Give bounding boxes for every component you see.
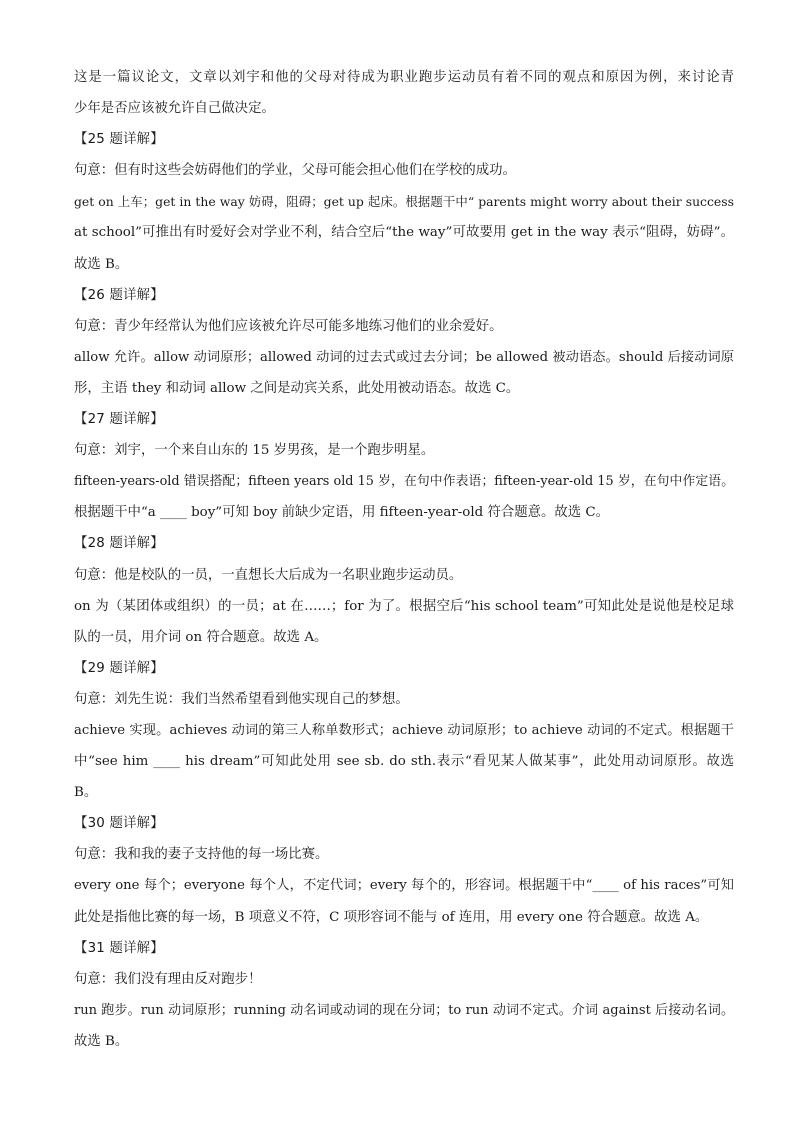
q30-heading: 【30 题详解】 bbox=[74, 816, 164, 832]
q27-sentence: 句意：刘宇，一个来自山东的 15 岁男孩，是一个跑步明星。 bbox=[74, 443, 435, 459]
q30-sentence: 句意：我和我的妻子支持他的每一场比赛。 bbox=[74, 847, 329, 863]
q25-sentence: 句意：但有时这些会妨碍他们的学业，父母可能会担心他们在学校的成功。 bbox=[74, 163, 516, 179]
q29-heading: 【29 题详解】 bbox=[74, 660, 164, 676]
q29-explanation-2: 中“see him ____ his dream”可知此处用 see sb. do sth.表示“看见某人做某事”，此处用动词原形。故选 bbox=[74, 754, 734, 770]
q29-answer: B。 bbox=[74, 785, 98, 801]
q28-explanation-1: on 为（某团体或组织）的一员；at 在……；for 为了。根据空后“his school team”可知此处是说他是校足球 bbox=[74, 598, 734, 614]
q25-explanation-2: at school”可推出有时爱好会对学业不利，结合空后“the way”可故要用 get in the way 表示“阻碍，妨碍”。 bbox=[74, 225, 734, 241]
q31-sentence: 句意：我们没有理由反对跑步！ bbox=[74, 971, 262, 987]
q27-heading: 【27 题详解】 bbox=[74, 412, 164, 428]
intro-line-1: 这是一篇议论文，文章以刘宇和他的父母对待成为职业跑步运动员有着不同的观点和原因为例，来讨论青 bbox=[74, 70, 734, 85]
q26-heading: 【26 题详解】 bbox=[74, 287, 164, 303]
q28-explanation-2: 队的一员，用介词 on 符合题意。故选 A。 bbox=[74, 629, 328, 645]
q25-explanation-1: get on 上车；get in the way 妨碍，阻碍；get up 起床。根据题干中“ parents might worry about their success bbox=[74, 194, 734, 210]
q30-explanation-2: 此处是指他比赛的每一场，B 项意义不符，C 项形容词不能与 of 连用，用 every one 符合题意。故选 A。 bbox=[74, 909, 709, 925]
q31-answer: 故选 B。 bbox=[74, 1033, 129, 1049]
q30-explanation-1: every one 每个；everyone 每个人，不定代词；every 每个的，形容词。根据题干中“____ of his races”可知 bbox=[74, 878, 734, 894]
q27-explanation-1: fifteen-years-old 错误搭配；fifteen years old 15 岁，在句中作表语；fifteen-year-old 15 岁，在句中作定语。 bbox=[74, 474, 734, 490]
q28-heading: 【28 题详解】 bbox=[74, 536, 164, 552]
q29-explanation-1: achieve 实现。achieves 动词的第三人称单数形式；achieve 动词原形；to achieve 动词的不定式。根据题干 bbox=[74, 722, 734, 738]
intro-line-2: 少年是否应该被允许自己做决定。 bbox=[74, 101, 275, 117]
q28-sentence: 句意：他是校队的一员，一直想长大后成为一名职业跑步运动员。 bbox=[74, 567, 463, 583]
q27-explanation-2: 根据题干中“a ____ boy”可知 boy 前缺少定语，用 fifteen-year-old 符合题意。故选 C。 bbox=[74, 505, 610, 521]
q25-answer: 故选 B。 bbox=[74, 256, 129, 272]
q26-explanation-2: 形，主语 they 和动词 allow 之间是动宾关系，此处用被动语态。故选 C。 bbox=[74, 380, 520, 396]
q25-heading: 【25 题详解】 bbox=[74, 132, 164, 148]
q26-sentence: 句意：青少年经常认为他们应该被允许尽可能多地练习他们的业余爱好。 bbox=[74, 318, 503, 334]
q29-sentence: 句意：刘先生说：我们当然希望看到他实现自己的梦想。 bbox=[74, 691, 409, 707]
q26-explanation-1: allow 允许。allow 动词原形；allowed 动词的过去式或过去分词；be allowed 被动语态。should 后接动词原 bbox=[74, 349, 734, 365]
q31-heading: 【31 题详解】 bbox=[74, 940, 164, 956]
q31-explanation-1: run 跑步。run 动词原形；running 动名词或动词的现在分词；to run 动词不定式。介词 against 后接动名词。 bbox=[74, 1002, 734, 1018]
